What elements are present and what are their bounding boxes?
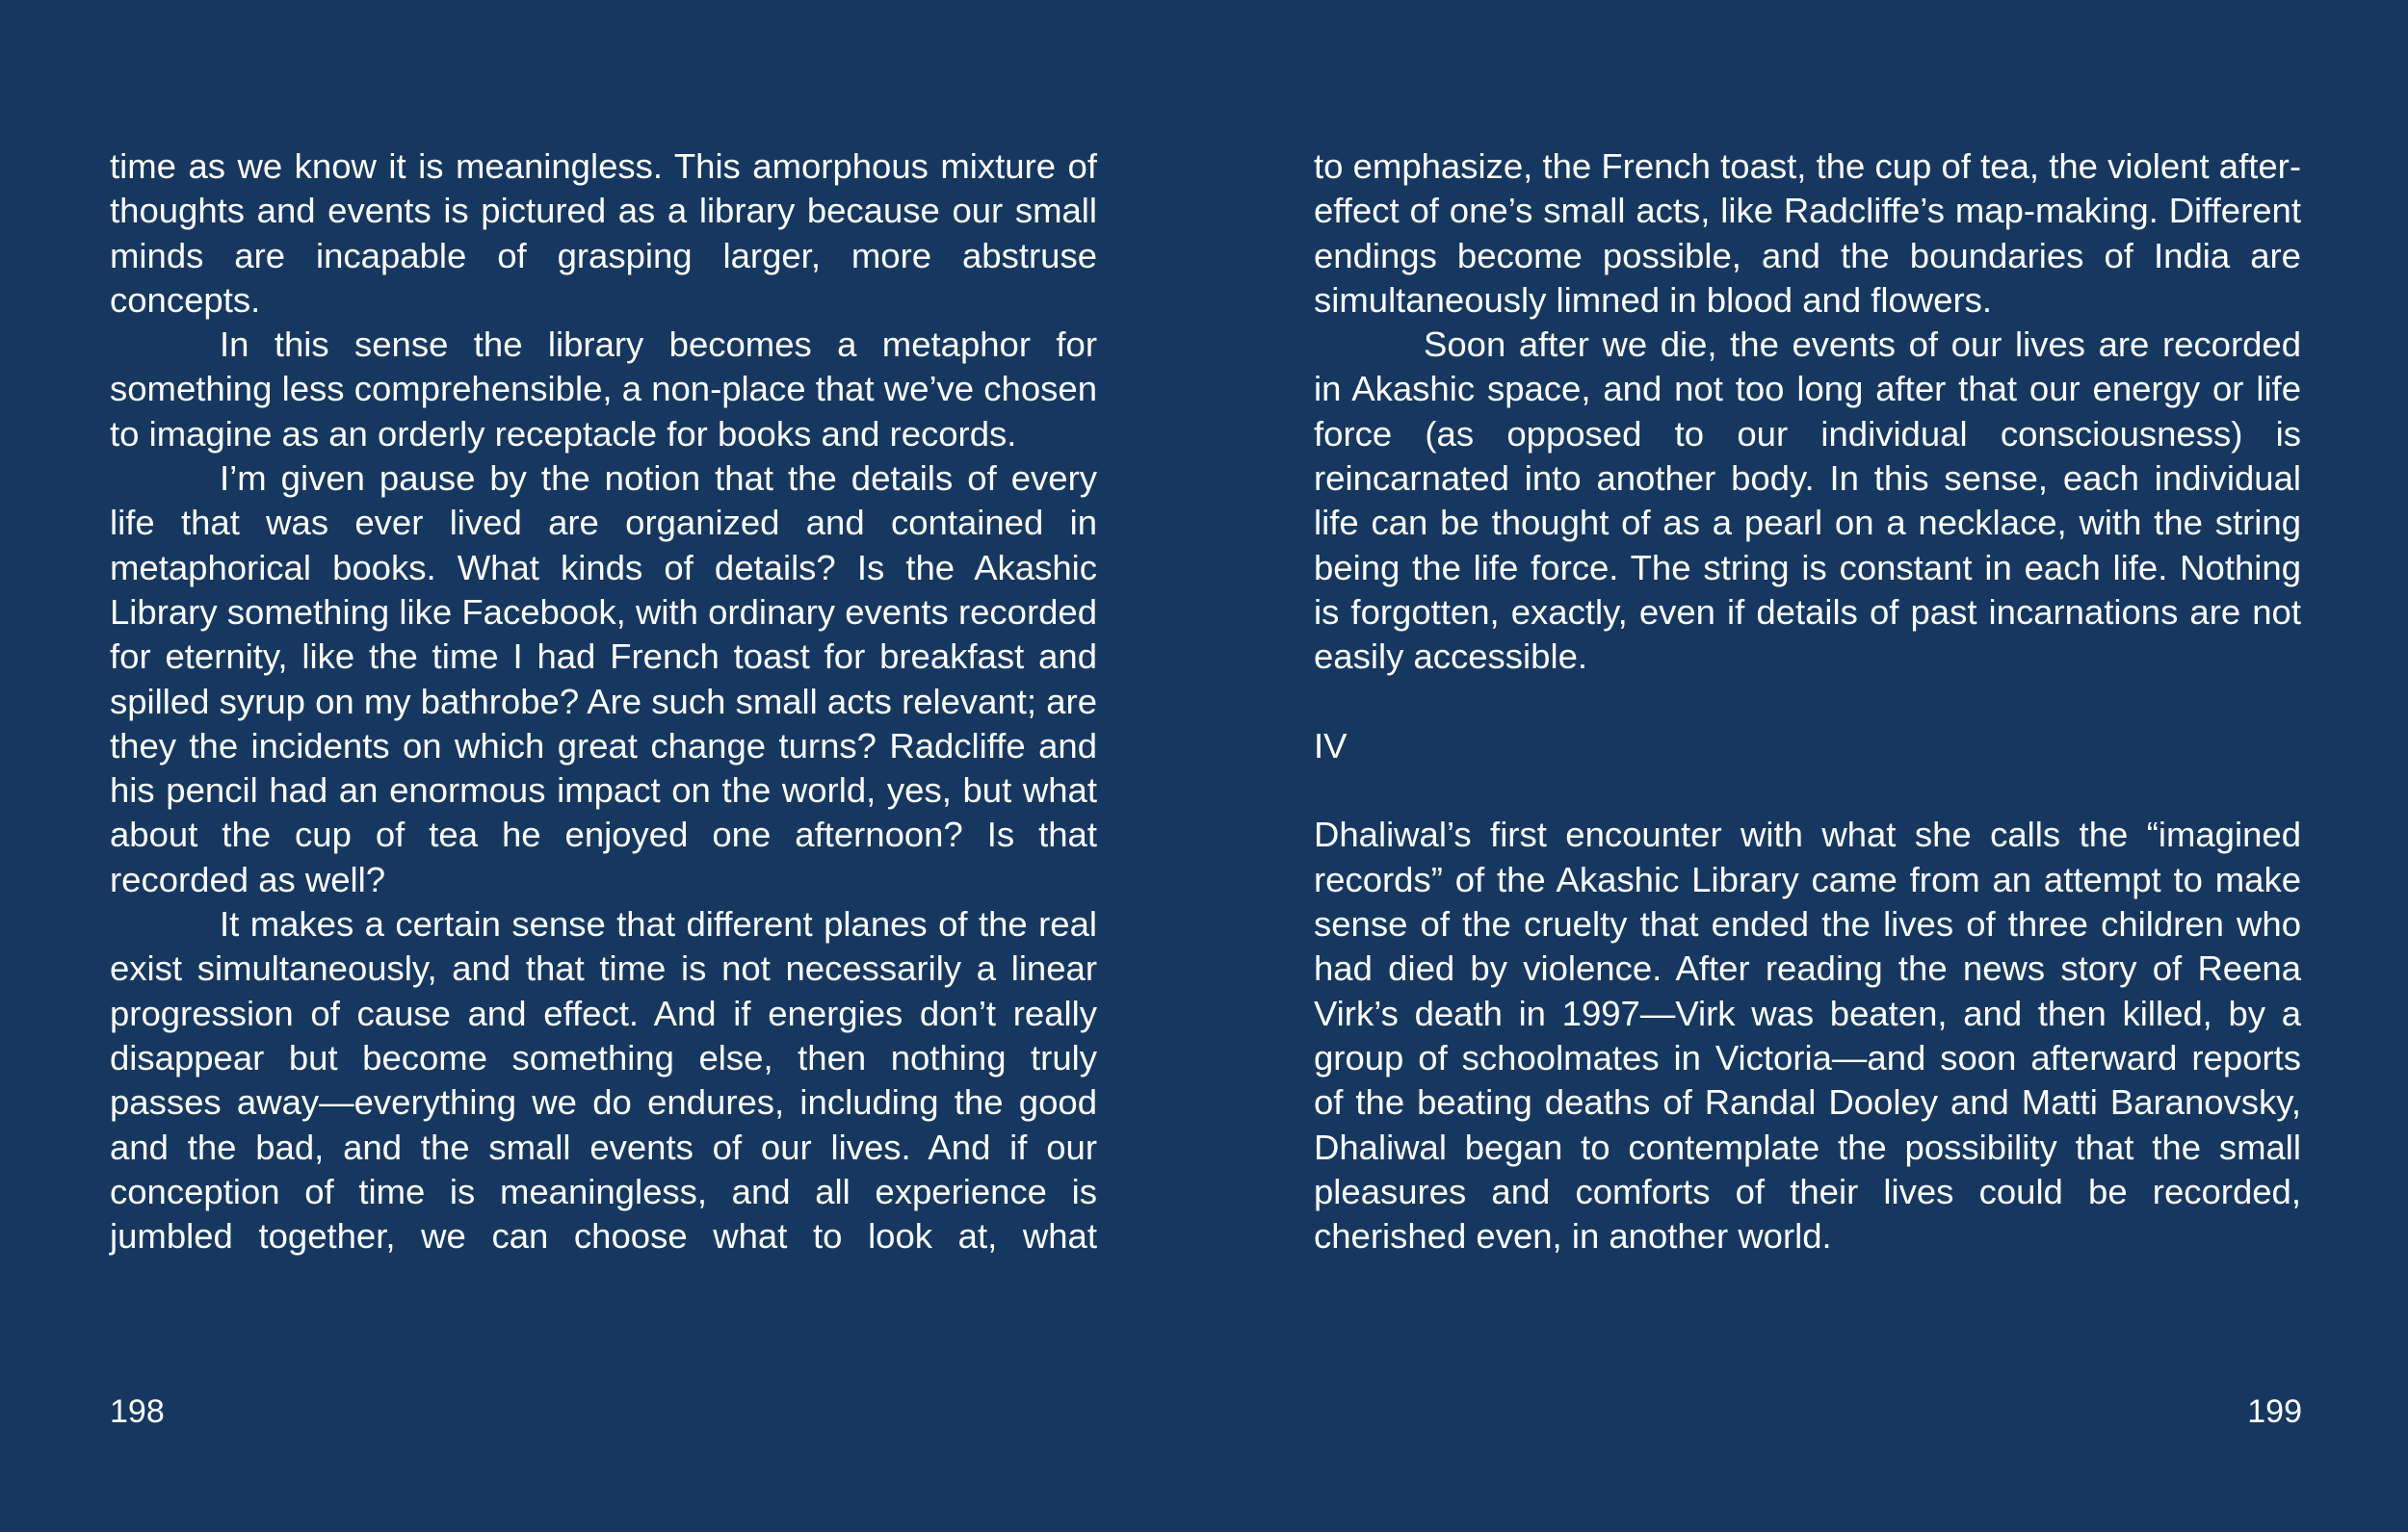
left-paragraph-4: It makes a certain sense that different planes of the real exist simultaneously, and that time is not necessarily a linear progression of cause and effect. And if energies don’t really disappear but become something else, then nothing truly passes away—everything we do endures, including the good and the bad, and the small events of our lives. And if our conception of time is meaningless, and all experience is jumbled together, we can choose what to look at, what <box>110 904 1097 1257</box>
left-paragraph-1: time as we know it is meaningless. This amorphous mixture of thoughts and events is pictured as a library because our small minds are incapable of grasping larger, more abstruse concepts. <box>110 146 1097 320</box>
right-paragraph-2: Soon after we die, the events of our lives are recorded in Akashic space, and not too long after that our energy or life force (as opposed to our individual consciousness) is reincarnated into another body. In this sense, each individual life can be thought of as a pearl on a necklace, with the string being the life force. The string is constant in each life. Nothing is forgotten, exactly, even if details of past incarnations are not easily accessible. <box>1314 325 2301 677</box>
right-paragraph-1: to emphasize, the French toast, the cup of tea, the violent after-effect of one’s small acts, like Radcliffe’s map-making. Different endings become possible, and the boundaries of India are simultaneously limned in blood and flowers. <box>1314 146 2301 320</box>
section-heading: IV <box>1314 725 1348 766</box>
page-number-left: 198 <box>110 1393 165 1430</box>
right-page <box>1314 144 2301 1259</box>
left-paragraph-3: I’m given pause by the notion that the details of every life that was ever lived are organized and contained in metaphorical books. What kinds of details? Is the Akashic Library something like Facebook, with ordinary events recorded for eternity, like the time I had French toast for breakfast and spilled syrup on my bathrobe? Are such small acts relevant; are they the incidents on which great change turns? Radcliffe and his pencil had an enormous impact on the world, yes, but what about the cup of tea he enjoyed one afternoon? Is that recorded as well? <box>110 458 1097 899</box>
left-paragraph-2: In this sense the library becomes a metaphor for something less comprehensible, a non-place that we’ve chosen to imagine as an orderly receptacle for books and records. <box>110 325 1097 454</box>
left-page <box>110 144 1097 1259</box>
page-number-right: 199 <box>2247 1393 2302 1430</box>
right-section-paragraph-1: Dhaliwal’s first encounter with what she calls the “imagined records” of the Akashic Library came from an attempt to make sense of the cruelty that ended the lives of three children who had died by violence. After reading the news story of Reena Virk’s death in 1997—Virk was beaten, and then killed, by a group of schoolmates in Victoria—and soon afterward reports of the beating deaths of Randal Dooley and Matti Baranovsky, Dhaliwal began to contemplate the possibility that the small pleasures and comforts of their lives could be recorded, cherished even, in another world. <box>1314 815 2301 1257</box>
